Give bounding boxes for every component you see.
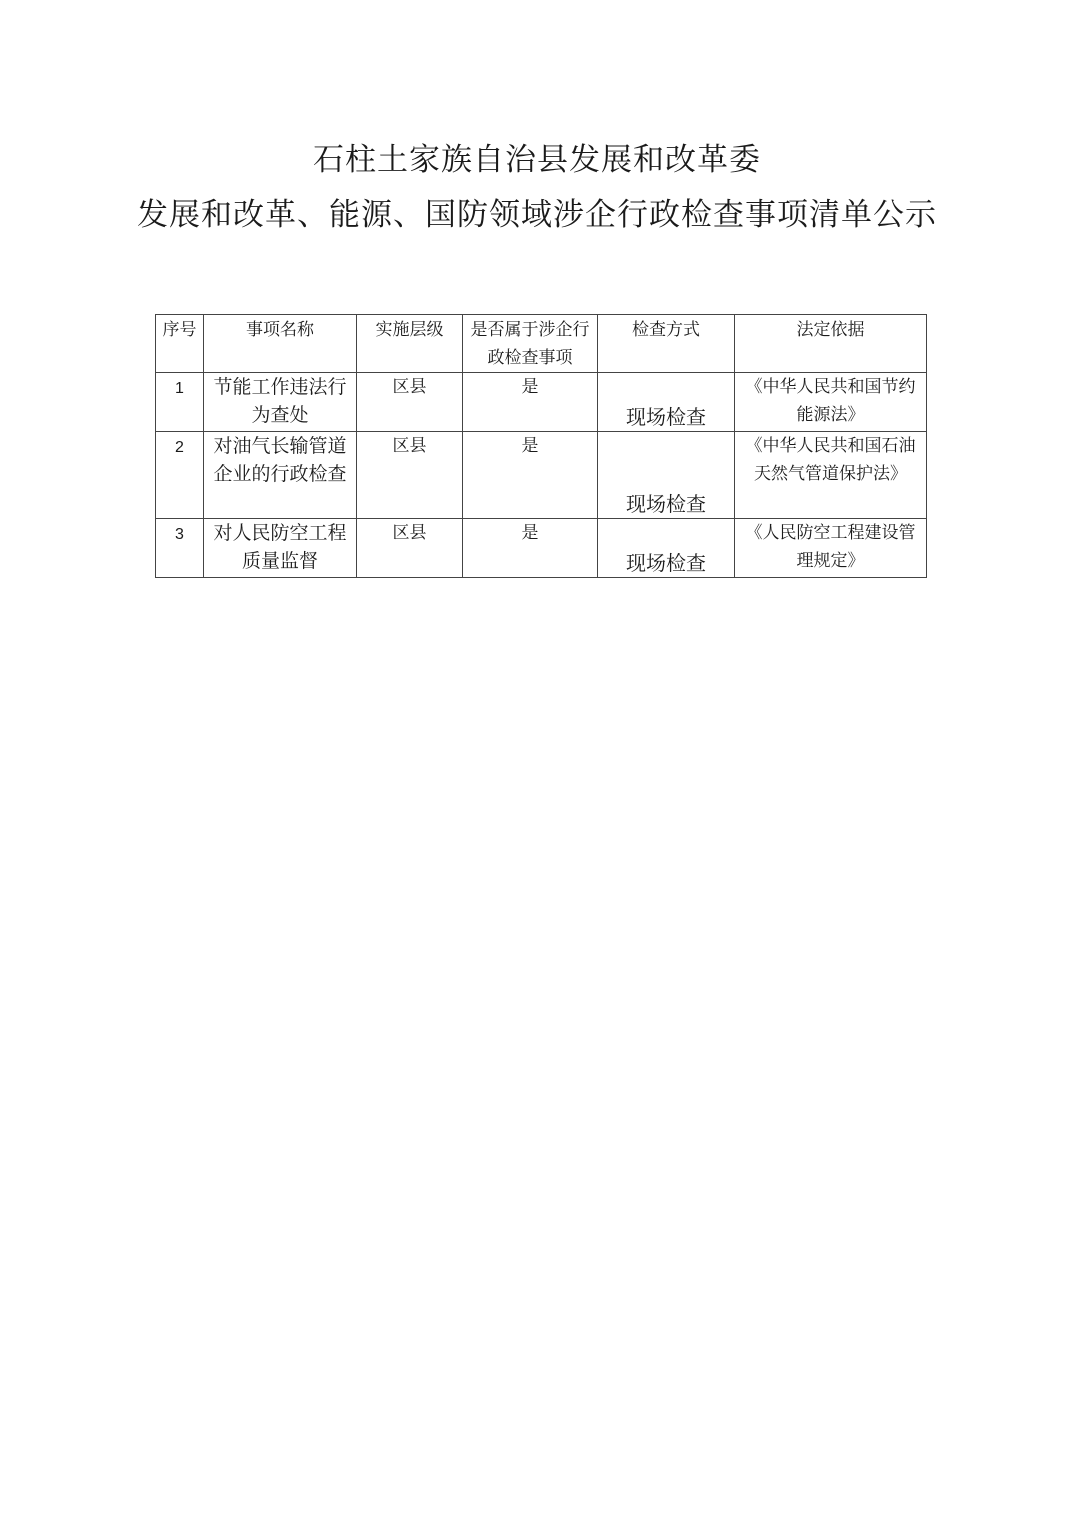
table-header-row xyxy=(156,315,927,373)
table-row xyxy=(156,519,927,578)
cell-name: 对油气长输管道企业的行政检查 xyxy=(204,432,357,519)
header-is-enterprise: 是否属于涉企行政检查事项 xyxy=(463,315,598,373)
document-title-line-1: 石柱土家族自治县发展和改革委 xyxy=(313,142,761,178)
document-title-line-2: 发展和改革、能源、国防领域涉企行政检查事项清单公示 xyxy=(137,197,937,233)
cell-name: 节能工作违法行为查处 xyxy=(204,373,357,432)
cell-is-enterprise: 是 xyxy=(463,432,598,519)
cell-seq: 1 xyxy=(156,373,204,432)
header-level: 实施层级 xyxy=(357,315,463,373)
table-row xyxy=(156,432,927,519)
header-name: 事项名称 xyxy=(204,315,357,373)
cell-name: 对人民防空工程质量监督 xyxy=(204,519,357,578)
cell-level: 区县 xyxy=(357,373,463,432)
header-method: 检查方式 xyxy=(598,315,735,373)
cell-basis: 《中华人民共和国节约能源法》 xyxy=(735,373,927,432)
cell-seq: 3 xyxy=(156,519,204,578)
cell-basis: 《人民防空工程建设管理规定》 xyxy=(735,519,927,578)
cell-is-enterprise: 是 xyxy=(463,373,598,432)
cell-is-enterprise: 是 xyxy=(463,519,598,578)
header-basis: 法定依据 xyxy=(735,315,927,373)
cell-level: 区县 xyxy=(357,432,463,519)
cell-method: 现场检查 xyxy=(598,432,735,519)
header-seq: 序号 xyxy=(156,315,204,373)
cell-seq: 2 xyxy=(156,432,204,519)
cell-method: 现场检查 xyxy=(598,519,735,578)
cell-level: 区县 xyxy=(357,519,463,578)
cell-method: 现场检查 xyxy=(598,373,735,432)
table-row xyxy=(156,373,927,432)
cell-basis: 《中华人民共和国石油天然气管道保护法》 xyxy=(735,432,927,519)
inspection-items-table xyxy=(155,314,927,578)
